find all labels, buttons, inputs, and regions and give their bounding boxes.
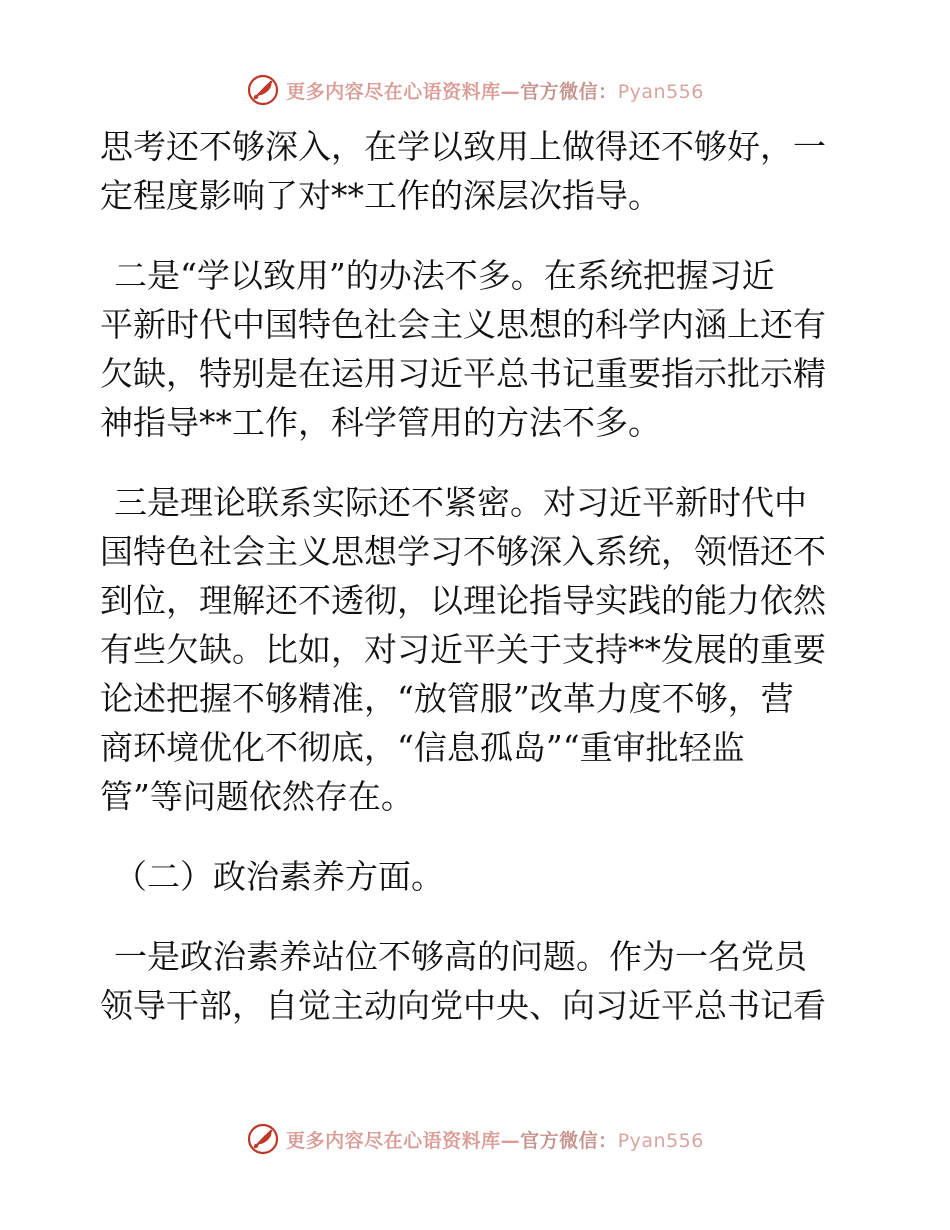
- watermark-dash: —: [500, 80, 521, 103]
- paragraph-line: 三是理论联系实际还不紧密。对习近平新时代中: [114, 483, 807, 522]
- watermark-text: 更多内容尽在心语资料库: [286, 80, 501, 103]
- watermark-dash: —: [500, 1129, 521, 1152]
- paragraph-2: [100, 251, 860, 447]
- paragraph-line: （二）政治素养方面。: [114, 857, 444, 896]
- paragraph-line: 商环境优化不彻底，“信息孤岛”“重审批轻监: [100, 728, 745, 767]
- header-watermark: [0, 73, 950, 107]
- paragraph-1: [100, 122, 860, 220]
- paragraph-line: 到位，理解还不透彻，以理论指导实践的能力依然: [100, 581, 826, 620]
- quill-logo-icon: [246, 73, 280, 107]
- section-heading: [100, 852, 860, 901]
- quill-logo-icon: [246, 1122, 280, 1156]
- watermark-official-label: 官方微信：: [520, 1129, 618, 1152]
- paragraph-line: 定程度影响了对**工作的深层次指导。: [100, 176, 661, 215]
- watermark-official-label: 官方微信：: [520, 80, 618, 103]
- paragraph-5: [100, 932, 860, 1030]
- paragraph-line: 神指导**工作，科学管用的方法不多。: [100, 403, 661, 442]
- watermark-wechat-id: Pyan556: [617, 80, 704, 103]
- footer-watermark: [0, 1122, 950, 1156]
- watermark-wechat-id: Pyan556: [617, 1129, 704, 1152]
- paragraph-line: 二是“学以致用”的办法不多。在系统把握习近: [114, 256, 775, 295]
- document-body: [100, 122, 860, 1030]
- paragraph-line: 有些欠缺。比如，对习近平关于支持**发展的重要: [100, 630, 826, 669]
- paragraph-line: 国特色社会主义思想学习不够深入系统，领悟还不: [100, 532, 826, 571]
- paragraph-line: 论述把握不够精准，“放管服”改革力度不够，营: [100, 679, 794, 718]
- paragraph-line: 一是政治素养站位不够高的问题。作为一名党员: [114, 937, 807, 976]
- paragraph-line: 管”等问题依然存在。: [100, 777, 414, 816]
- watermark-text: 更多内容尽在心语资料库: [286, 1129, 501, 1152]
- paragraph-line: 欠缺，特别是在运用习近平总书记重要指示批示精: [100, 354, 826, 393]
- paragraph-3: [100, 478, 860, 821]
- paragraph-line: 思考还不够深入，在学以致用上做得还不够好，一: [100, 127, 826, 166]
- paragraph-line: 领导干部，自觉主动向党中央、向习近平总书记看: [100, 986, 826, 1025]
- paragraph-line: 平新时代中国特色社会主义思想的科学内涵上还有: [100, 305, 826, 344]
